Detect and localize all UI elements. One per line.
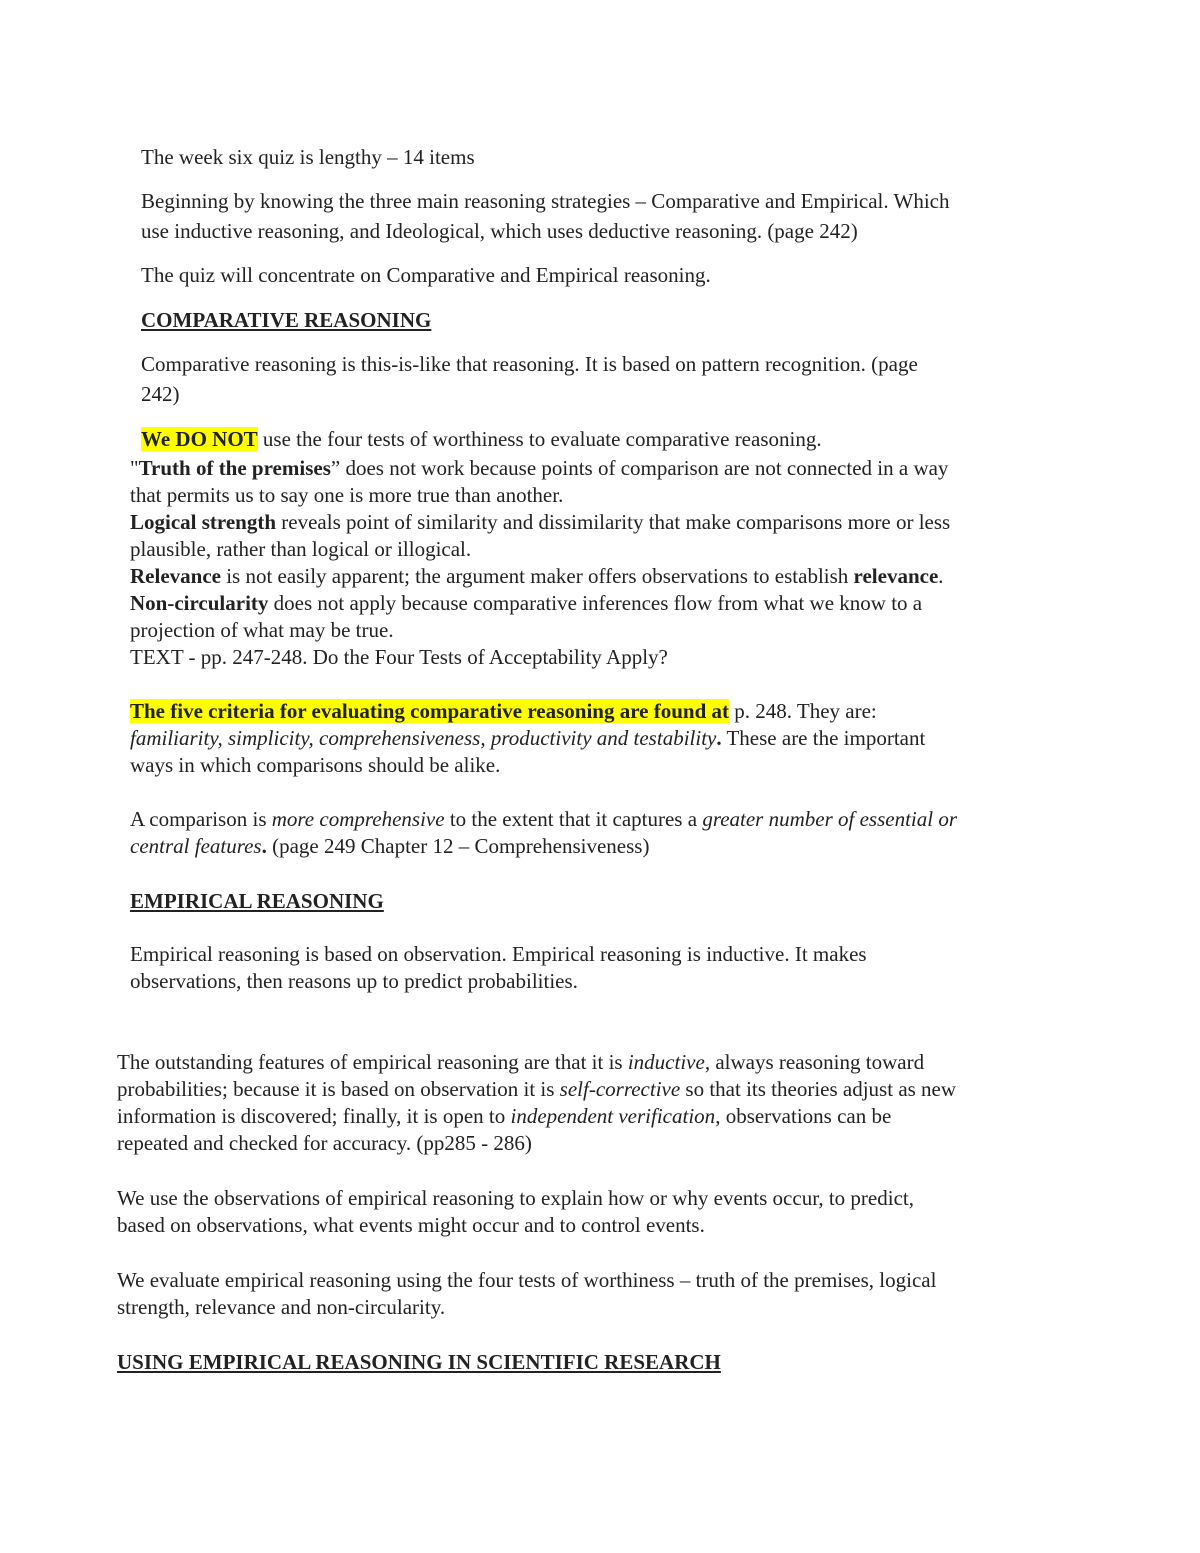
noncircularity-line: Non-circularity does not apply because comparative inferences flow from what we know to a <box>130 591 923 615</box>
intro-paragraph-3: The quiz will concentrate on Comparative and Empirical reasoning. <box>141 263 711 287</box>
five-criteria-paragraph: The five criteria for evaluating comparative reasoning are found at p. 248. They are: familiarity, simplicity, comprehensiveness, productivity and testability. These are the important ways in which comparisons should be alike. <box>130 699 926 777</box>
highlight-five-criteria: The five criteria for evaluating comparative reasoning are found at <box>130 699 730 723</box>
comprehensive-paragraph: A comparison is more comprehensive to the extent that it captures a greater number of essential or central features. (page 249 Chapter 12 – Comprehensiveness) <box>130 807 958 858</box>
comparative-heading: COMPARATIVE REASONING <box>141 308 432 332</box>
four-tests-list: "Truth of the premises” does not work because points of comparison are not connected in a way that permits us to say one is more true than another. Logical strength reveals point of similarity and dissimilarity that make comparisons more or less plausible, rather than logical or illogical. Relevance is not easily apparent; the argument maker offers observations to establish relevance. Non-circularity does not apply because comparative inferences flow from what we know to a projection of what may be true. TEXT - pp. 247-248. Do the Four Tests of Acceptability Apply? <box>130 456 951 669</box>
empirical-use-paragraph: We use the observations of empirical reasoning to explain how or why events occur, to predict, based on observations, what events might occur and to control events. <box>117 1186 914 1237</box>
intro-paragraph-1: The week six quiz is lengthy – 14 items <box>141 145 475 169</box>
empirical-heading: EMPIRICAL REASONING <box>130 889 384 913</box>
logic-line: Logical strength reveals point of similarity and dissimilarity that make comparisons more or less <box>130 510 951 534</box>
empirical-features-paragraph: The outstanding features of empirical reasoning are that it is inductive, always reasoning toward probabilities; because it is based on observation it is self-corrective so that its theories adjust as new information is discovered; finally, it is open to independent verification, observations can be repeated and checked for accuracy. (pp285 - 286) <box>117 1050 957 1155</box>
empirical-definition: Empirical reasoning is based on observation. Empirical reasoning is inductive. It makes observations, then reasons up to predict probabilities. <box>130 942 867 993</box>
relevance-line: Relevance is not easily apparent; the argument maker offers observations to establish relevance. <box>130 564 944 588</box>
truth-line: "Truth of the premises” does not work because points of comparison are not connected in a way <box>130 456 949 480</box>
highlight-do-not: We DO NOT <box>141 427 258 451</box>
text-reference: TEXT - pp. 247-248. Do the Four Tests of Acceptability Apply? <box>130 645 668 669</box>
do-not-statement: We DO NOT use the four tests of worthiness to evaluate comparative reasoning. <box>141 427 822 451</box>
comparative-definition: Comparative reasoning is this-is-like that reasoning. It is based on pattern recognition. (page 242) <box>141 352 918 406</box>
scientific-research-heading: USING EMPIRICAL REASONING IN SCIENTIFIC RESEARCH <box>117 1350 721 1374</box>
empirical-evaluate-paragraph: We evaluate empirical reasoning using the four tests of worthiness – truth of the premises, logical strength, relevance and non-circularity. <box>117 1268 937 1319</box>
intro-paragraph-2: Beginning by knowing the three main reasoning strategies – Comparative and Empirical. Which use inductive reasoning, and Ideological, which uses deductive reasoning. (page 242) <box>141 189 950 243</box>
